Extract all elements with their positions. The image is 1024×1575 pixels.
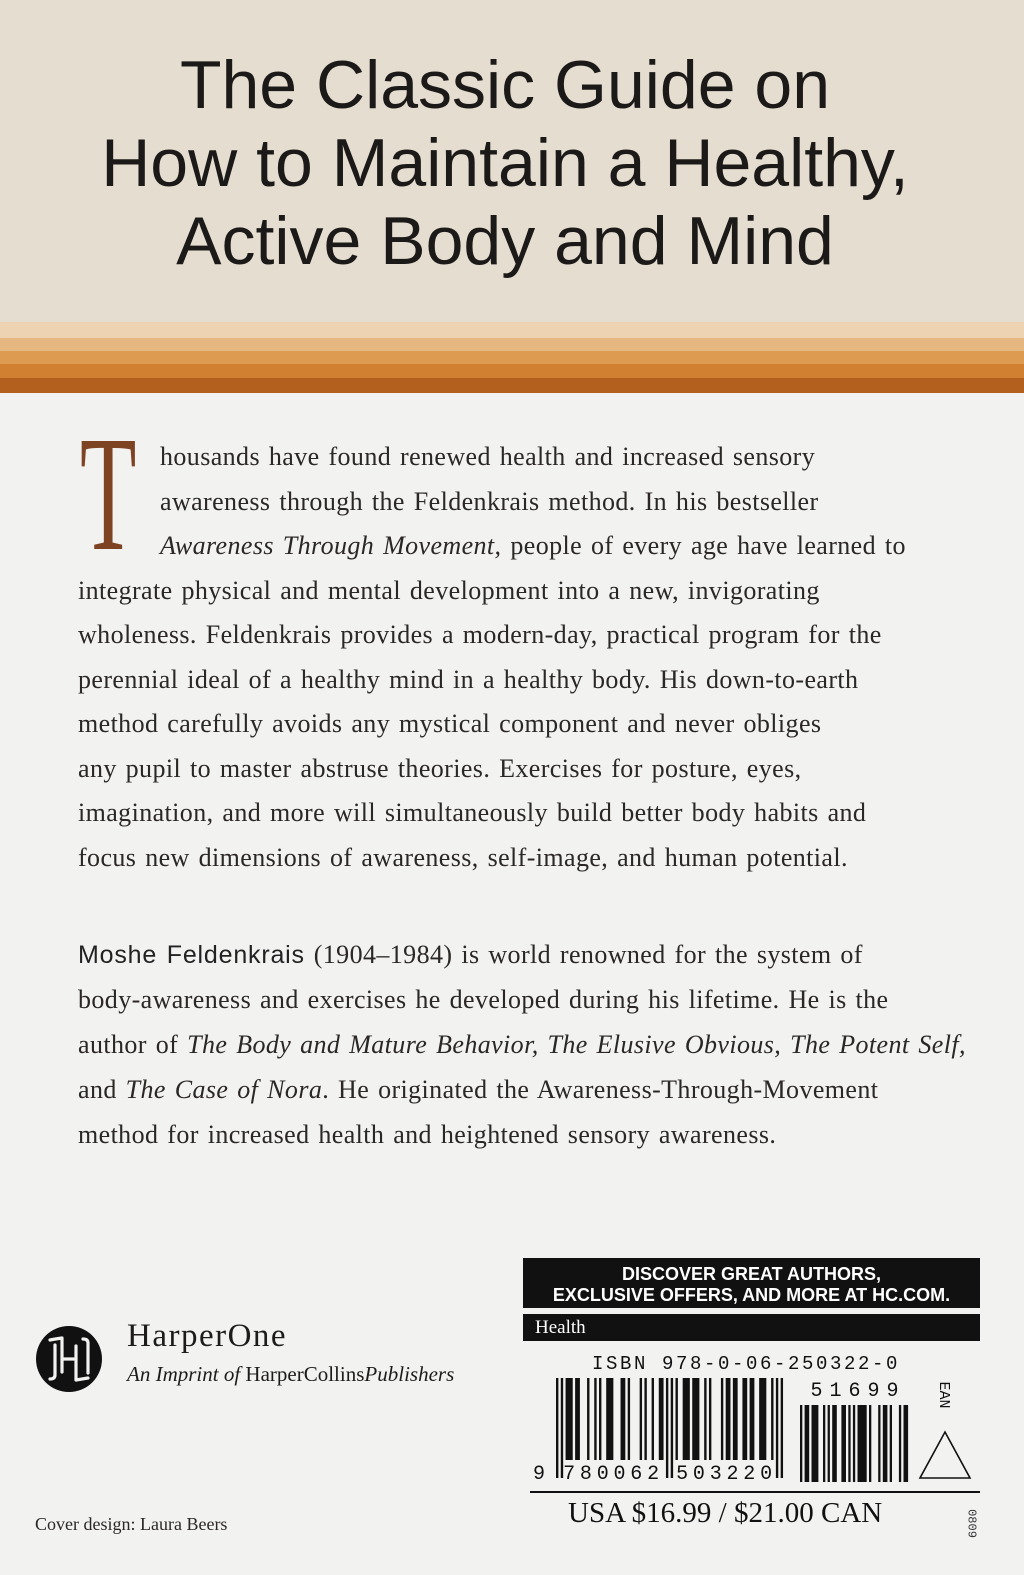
publisher-imprint xyxy=(127,1364,454,1385)
barcode-bar xyxy=(841,1405,846,1482)
barcode-bar xyxy=(800,1405,802,1482)
description-text: integrate physical and mental development into a new, invigorating xyxy=(78,575,820,605)
stripe-band xyxy=(0,351,1024,364)
stripe-band xyxy=(0,378,1024,393)
barcode-digit-first: 9 xyxy=(533,1463,546,1486)
barcode-bar xyxy=(644,1378,646,1460)
barcode-bar xyxy=(640,1378,642,1460)
description-line xyxy=(0,702,1024,747)
bio-line xyxy=(0,1022,1024,1067)
barcode-bar xyxy=(883,1405,888,1482)
barcode-bar xyxy=(666,1378,668,1478)
headline-line: The Classic Guide on xyxy=(179,47,831,123)
barcode-bar xyxy=(652,1378,654,1460)
promo-line: EXCLUSIVE OFFERS, AND MORE AT HC.COM. xyxy=(552,1285,951,1305)
description-line xyxy=(0,658,1024,703)
barcode-bar xyxy=(659,1378,664,1460)
imprint-text: Publishers xyxy=(364,1362,455,1386)
barcode-bar xyxy=(890,1405,892,1482)
bio-text: author of xyxy=(78,1030,179,1059)
isbn-text: ISBN 978-0-06-250322-0 xyxy=(592,1353,901,1375)
harperone-logo-icon xyxy=(35,1325,103,1393)
imprint-text: An Imprint of xyxy=(127,1362,241,1386)
barcode-bar xyxy=(848,1405,850,1482)
bio-line xyxy=(0,1067,1024,1112)
barcode-bar xyxy=(733,1378,738,1460)
description-text: focus new dimensions of awareness, self-image, and human potential. xyxy=(78,842,848,872)
barcode-bar xyxy=(853,1405,855,1482)
barcode-bar xyxy=(832,1405,837,1482)
stripe-band xyxy=(0,338,1024,351)
publisher-name: HarperOne xyxy=(127,1318,288,1354)
barcode-bar xyxy=(692,1378,699,1460)
print-code: 0809 xyxy=(964,1509,979,1538)
barcode-bar xyxy=(726,1378,731,1460)
barcode-bar xyxy=(621,1378,626,1460)
description-text: housands have found renewed health and increased sensory xyxy=(160,442,816,471)
barcode-bar xyxy=(587,1378,589,1460)
barcode-bar xyxy=(599,1378,601,1460)
category-bar: Health xyxy=(523,1314,980,1341)
description-line xyxy=(0,747,1024,792)
ean-label: EAN xyxy=(935,1381,952,1409)
barcode-bar xyxy=(771,1378,773,1460)
cover-credit: Cover design: Laura Beers xyxy=(35,1514,228,1534)
barcode-bar xyxy=(812,1405,819,1482)
description-text: awareness through the Feldenkrais method. In his bestseller xyxy=(160,486,819,516)
description-line xyxy=(0,613,1024,658)
price-divider xyxy=(530,1491,980,1493)
book-titles-text: The Body and Mature Behavior, The Elusive Obvious, The Potent Self, xyxy=(187,1030,966,1059)
barcode-bar xyxy=(676,1378,678,1460)
barcode-bar xyxy=(899,1405,901,1482)
description-text: perennial ideal of a healthy mind in a healthy body. His down-to-earth xyxy=(78,664,859,694)
barcode-bar xyxy=(869,1405,871,1482)
author-bio-paragraph xyxy=(0,932,1024,1157)
barcode-bar xyxy=(858,1405,867,1482)
description-line xyxy=(0,791,1024,836)
headline-line: How to Maintain a Healthy, xyxy=(101,125,909,201)
bio-text: (1904–1984) is world renowned for the system of xyxy=(313,940,863,969)
barcode-bar xyxy=(750,1378,755,1460)
description-text: wholeness. Feldenkrais provides a modern-day, practical program for the xyxy=(78,620,882,649)
barcode-bar xyxy=(805,1405,810,1482)
description-text: people of every age have learned to xyxy=(510,531,906,560)
description-text: any pupil to master abstruse theories. Exercises for posture, eyes, xyxy=(78,753,802,783)
book-title-text: The Case of Nora xyxy=(125,1075,323,1104)
description-text: imagination, and more will simultaneously build better body habits and xyxy=(78,798,867,827)
stripe-band xyxy=(0,322,1024,338)
barcode-bar xyxy=(781,1378,783,1478)
description-paragraph xyxy=(0,435,1024,880)
barcode-bar xyxy=(594,1378,596,1460)
barcode-bar xyxy=(709,1378,711,1460)
bio-text: body-awareness and exercises he developed during his lifetime. He is the xyxy=(78,985,889,1014)
drop-cap: T xyxy=(80,402,137,585)
barcode-bar xyxy=(742,1378,747,1460)
stripe-band xyxy=(0,364,1024,378)
promo-box xyxy=(523,1258,980,1308)
bio-line xyxy=(0,1112,1024,1157)
bio-line xyxy=(0,932,1024,977)
headline-line: Active Body and Mind xyxy=(176,203,834,279)
barcode-bar xyxy=(759,1378,766,1460)
barcode-bar xyxy=(575,1378,580,1460)
barcode-bar xyxy=(628,1378,630,1460)
description-line xyxy=(0,836,1024,881)
barcode-bar xyxy=(721,1378,723,1460)
description-text: method carefully avoids any mystical component and never obliges xyxy=(78,709,822,738)
barcode-bar xyxy=(878,1405,880,1482)
barcode-bar xyxy=(671,1378,673,1478)
author-name: Moshe Feldenkrais xyxy=(78,941,305,969)
description-line xyxy=(0,569,1024,614)
barcode-bar xyxy=(606,1378,613,1460)
promo-line: DISCOVER GREAT AUTHORS, xyxy=(621,1264,881,1284)
book-title-text: Awareness Through Movement, xyxy=(160,531,502,560)
headline xyxy=(0,46,1010,280)
imprint-publisher: HarperCollins xyxy=(245,1362,365,1386)
bio-line xyxy=(0,977,1024,1022)
barcode-bar xyxy=(823,1405,825,1482)
barcode-bar xyxy=(556,1378,558,1478)
bio-text: . He originated the Awareness-Through-Movement xyxy=(322,1075,879,1104)
description-line xyxy=(0,524,1024,569)
barcode-addon-digits: 51699 xyxy=(810,1380,906,1403)
description-line xyxy=(0,435,1024,480)
barcode-digits-left: 780062 xyxy=(563,1463,664,1486)
barcode-bar xyxy=(704,1378,706,1460)
triangle-icon xyxy=(920,1432,970,1478)
barcode-bar xyxy=(566,1378,573,1460)
barcode-bar xyxy=(904,1405,909,1482)
barcode-digits-right: 503220 xyxy=(676,1463,777,1486)
price: USA $16.99 / $21.00 CAN xyxy=(568,1497,883,1529)
barcode-bar xyxy=(828,1405,830,1482)
bio-text: and xyxy=(78,1075,117,1104)
bio-text: method for increased health and heightened sensory awareness. xyxy=(78,1120,777,1149)
barcode-bar xyxy=(683,1378,690,1460)
description-line xyxy=(0,480,1024,525)
